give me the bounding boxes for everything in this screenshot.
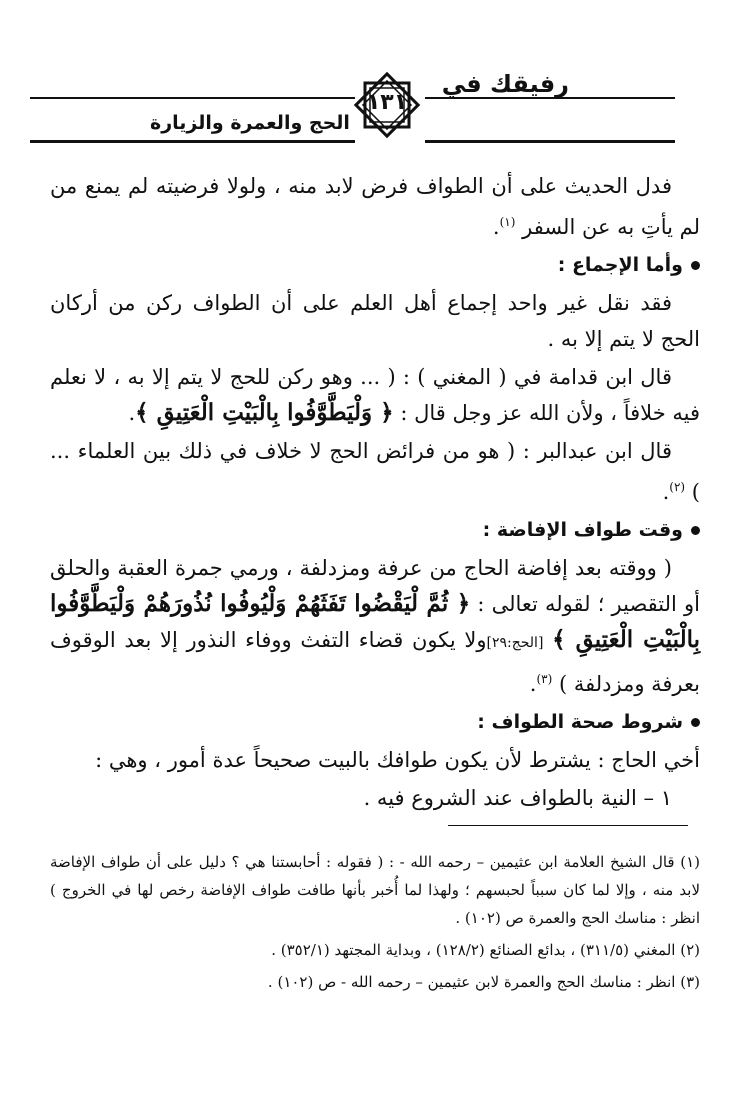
page-number: ١٣١ [366, 90, 408, 115]
paragraph-4-end: . [662, 480, 670, 504]
paragraph-3-text: قال ابن قدامة في ( المغني ) : ( ... وهو ركن للحج لا يتم إلا به ، لا نعلم فيه خلافاً ، ولأن الله عز وجل قال : [50, 365, 700, 425]
paragraph-1-end: . [492, 215, 500, 239]
header-rule-top-right [425, 97, 675, 99]
footnote-1: (١) قال الشيخ العلامة ابن عثيمين – رحمه الله - : ( فقوله : أحابستنا هي ؟ دليل على أن طواف الإفاضة لابد منه ، وإلا لما كان سبباً لحبسهم ؛ ولهذا لما أُخبر بأنها طافت طواف الإفاضة رخص لها في الخروج ) انظر : مناسك الحج والعمرة ص (١٠٢) . [50, 853, 700, 927]
footnotes [50, 848, 700, 1000]
heading-ifada-time [50, 512, 700, 548]
quran-verse-1: ﴿ وَلْيَطَّوَّفُوا بِالْبَيْتِ الْعَتِيقِ ﴾ [135, 399, 394, 426]
footnote-divider [448, 825, 688, 826]
paragraph-5 [50, 550, 700, 702]
paragraph-1-text: فدل الحديث على أن الطواف فرض لابد منه ، ولولا فرضيته لم يمنع من لم يأتِ به عن السفر [50, 174, 700, 239]
heading-ijma [50, 247, 700, 283]
page-body [50, 168, 700, 818]
quran-verse-2: ﴿ ثُمَّ لْيَقْضُوا تَفَثَهُمْ وَلْيُوفُوا نُذُورَهُمْ وَلْيَطَّوَّفُوا بِالْبَيْتِ الْعَتِيقِ ﴾ [50, 590, 700, 653]
list-item: ١ – النية بالطواف عند الشروع فيه . [363, 786, 672, 810]
paragraph-4-text: قال ابن عبدالبر : ( هو من فرائض الحج لا خلاف في ذلك بين العلماء ... ) [50, 439, 700, 504]
footnote-ref-3: (٣) [536, 672, 553, 686]
paragraph-3 [50, 359, 700, 431]
bullet-icon [691, 526, 700, 535]
bullet-icon [691, 261, 700, 270]
header-title-bottom: الحج والعمرة والزيارة [150, 112, 350, 134]
paragraph-1 [50, 168, 700, 245]
page-header [0, 0, 754, 150]
footnote-2: (٢) المغني (٣١١/٥) ، بدائع الصنائع (١٢٨/٢) ، وبداية المجتهد (٣٥٢/١) . [271, 941, 700, 959]
paragraph-6: أخي الحاج : يشترط لأن يكون طوافك بالبيت صحيحاً عدة أمور ، وهي : [95, 748, 700, 772]
paragraph-5-text: ( ووقته بعد إفاضة الحاج من عرفة ومزدلفة ، ورمي جمرة العقبة والحلق أو التقصير ؛ لقوله تعالى : [50, 556, 700, 616]
footnote-ref-1: (١) [499, 215, 516, 229]
paragraph-2: فقد نقل غير واحد إجماع أهل العلم على أن الطواف ركن من أركان الحج لا يتم إلا به . [50, 291, 700, 351]
bullet-icon [691, 718, 700, 727]
header-rule-bottom-right [425, 140, 675, 143]
page-number-badge [352, 70, 422, 140]
header-rule-top-left [30, 97, 355, 99]
heading-tawaf-conditions [50, 704, 700, 740]
heading-ijma-text: وأما الإجماع : [557, 254, 683, 276]
heading-tawaf-conditions-text: شروط صحة الطواف : [477, 711, 683, 733]
footnote-3: (٣) انظر : مناسك الحج والعمرة لابن عثيمين – رحمه الله - ص (١٠٢) . [267, 973, 700, 991]
paragraph-3-end: . [128, 401, 136, 425]
footnote-ref-2: (٢) [669, 480, 686, 494]
paragraph-5-rest: ولا يكون قضاء التفث ووفاء النذور إلا بعد الوقوف بعرفة ومزدلفة ) [50, 628, 700, 696]
heading-ifada-time-text: وقت طواف الإفاضة : [482, 519, 683, 541]
header-title-top: رفيقك في [441, 70, 569, 98]
verse-reference: [الحج:٢٩] [486, 635, 544, 651]
paragraph-4 [50, 433, 700, 510]
paragraph-5-end: . [529, 672, 537, 696]
header-rule-bottom-left [30, 140, 355, 143]
